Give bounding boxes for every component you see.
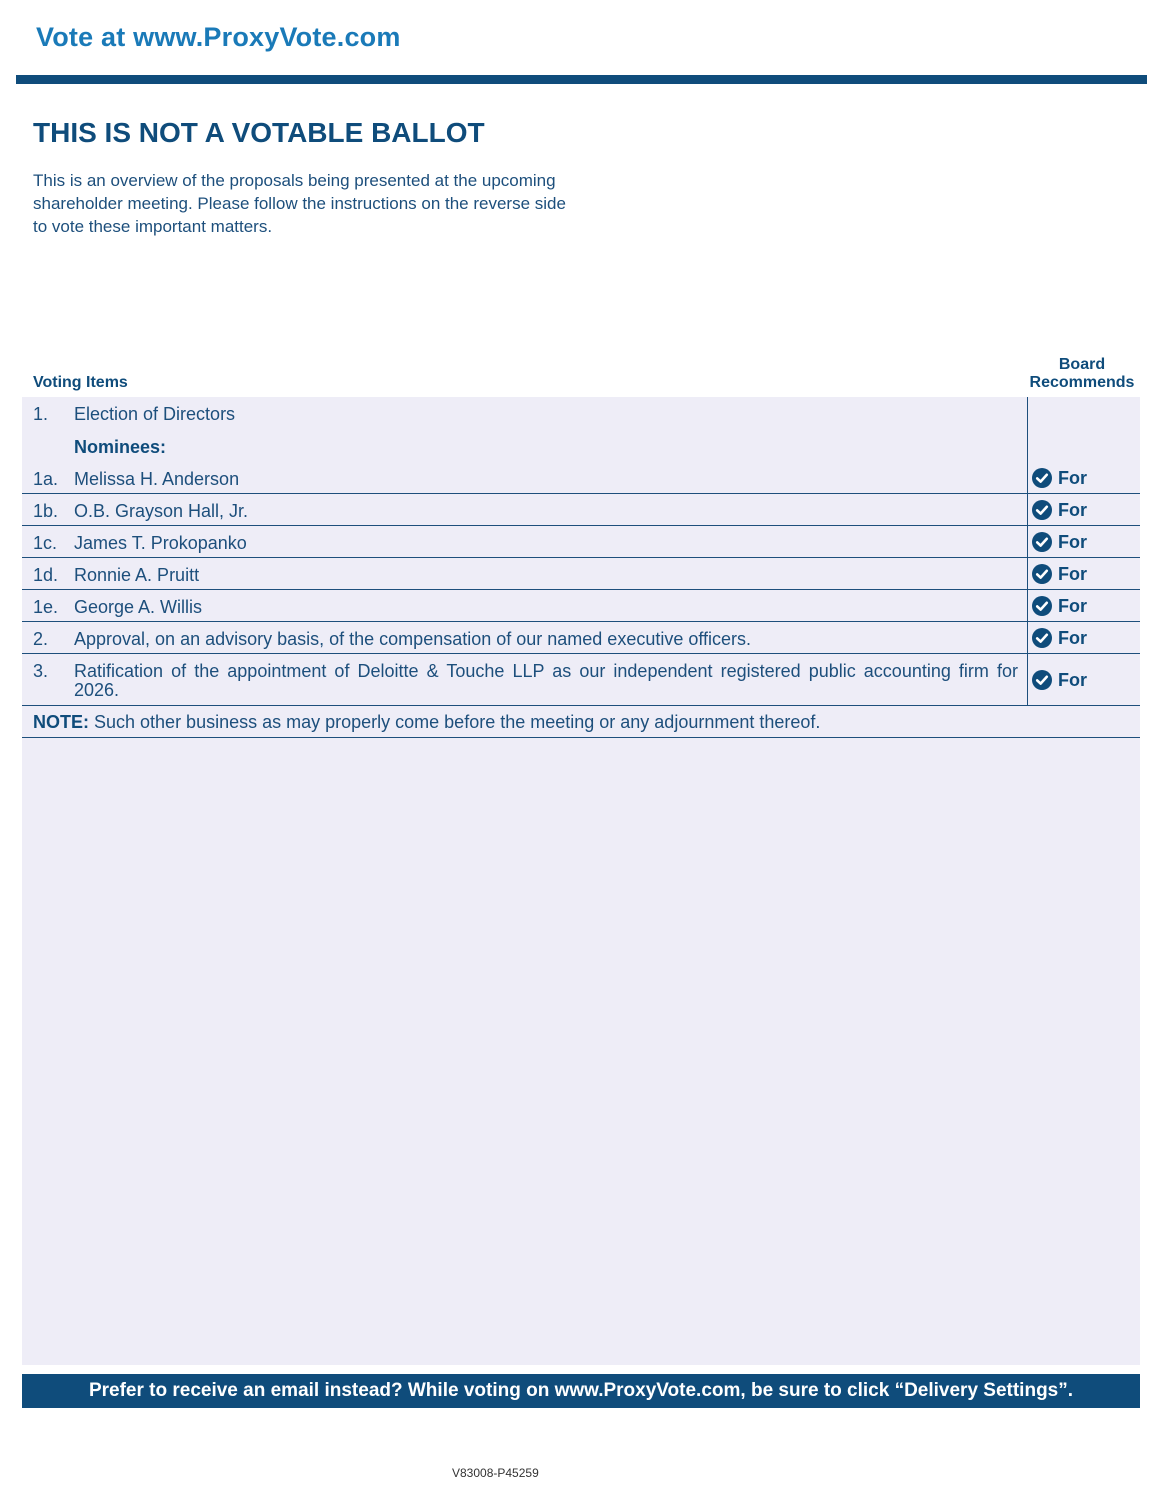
document-code: V83008-P45259 — [452, 1466, 539, 1480]
item-number: 2. — [33, 629, 49, 649]
recommendation-label: For — [1058, 595, 1087, 616]
recommendation — [1032, 499, 1087, 521]
recommendation — [1032, 669, 1087, 691]
recommend-column-divider — [1027, 397, 1028, 706]
nominees-label: Nominees: — [74, 437, 167, 457]
voting-items-header: Voting Items — [33, 374, 128, 391]
item-description: Ratification of the appointment of Deloitte & Touche LLP as our independent registered public accounting firm for 2026. — [74, 661, 1018, 700]
recommendation-label: For — [1058, 499, 1087, 520]
proxyvote-header-link[interactable]: Vote at www.ProxyVote.com — [36, 22, 401, 52]
row-divider — [22, 589, 1140, 590]
nominee-name: Melissa H. Anderson — [74, 469, 240, 489]
row-divider — [22, 621, 1140, 622]
row-divider — [22, 705, 1140, 706]
nominee-name: James T. Prokopanko — [74, 533, 247, 553]
note-body: Such other business as may properly come before the meeting or any adjournment thereof. — [89, 712, 821, 732]
recommendation — [1032, 627, 1087, 649]
row-divider — [22, 653, 1140, 654]
email-delivery-banner — [22, 1374, 1140, 1408]
item-number: 1a. — [33, 469, 59, 489]
item-number: 3. — [33, 661, 49, 681]
recommendation-label: For — [1058, 627, 1087, 648]
check-circle-icon — [1032, 628, 1052, 648]
recommendation — [1032, 595, 1087, 617]
recommendation-label: For — [1058, 563, 1087, 584]
recommendation — [1032, 563, 1087, 585]
nominee-name: Ronnie A. Pruitt — [74, 565, 200, 585]
check-circle-icon — [1032, 564, 1052, 584]
board-recommends-line2: Recommends — [1029, 374, 1135, 391]
email-delivery-text: Prefer to receive an email instead? While voting on www.ProxyVote.com, be sure to click “Delivery Settings”. — [88, 1380, 1074, 1401]
row-divider — [22, 525, 1140, 526]
item-number: 1. — [33, 404, 49, 424]
item-description: Approval, on an advisory basis, of the compensation of our named executive officers. — [74, 629, 752, 649]
row-divider — [22, 557, 1140, 558]
item-number: 1c. — [33, 533, 58, 553]
note-label: NOTE: — [33, 712, 89, 732]
recommendation-label: For — [1058, 531, 1087, 552]
page-title: THIS IS NOT A VOTABLE BALLOT — [33, 117, 485, 148]
row-divider — [22, 493, 1140, 494]
nominee-name: George A. Willis — [74, 597, 203, 617]
check-circle-icon — [1032, 596, 1052, 616]
header-divider — [16, 75, 1147, 84]
item-number: 1e. — [33, 597, 59, 617]
check-circle-icon — [1032, 468, 1052, 488]
check-circle-icon — [1032, 532, 1052, 552]
board-recommends-header — [1026, 356, 1138, 392]
recommendation — [1032, 467, 1087, 489]
check-circle-icon — [1032, 500, 1052, 520]
recommendation-label: For — [1058, 467, 1087, 488]
recommendation-label: For — [1058, 669, 1087, 690]
note-text — [33, 712, 820, 733]
item-number: 1d. — [33, 565, 59, 585]
check-circle-icon — [1032, 670, 1052, 690]
recommendation — [1032, 531, 1087, 553]
row-divider — [22, 737, 1140, 738]
item-description: Election of Directors — [74, 404, 236, 424]
nominee-name: O.B. Grayson Hall, Jr. — [74, 501, 249, 521]
intro-text: This is an overview of the proposals being presented at the upcoming shareholder meeting. Please follow the instructions on the reverse side to vote these important matters. — [33, 171, 566, 236]
board-recommends-line1: Board — [1058, 356, 1106, 373]
item-number: 1b. — [33, 501, 59, 521]
